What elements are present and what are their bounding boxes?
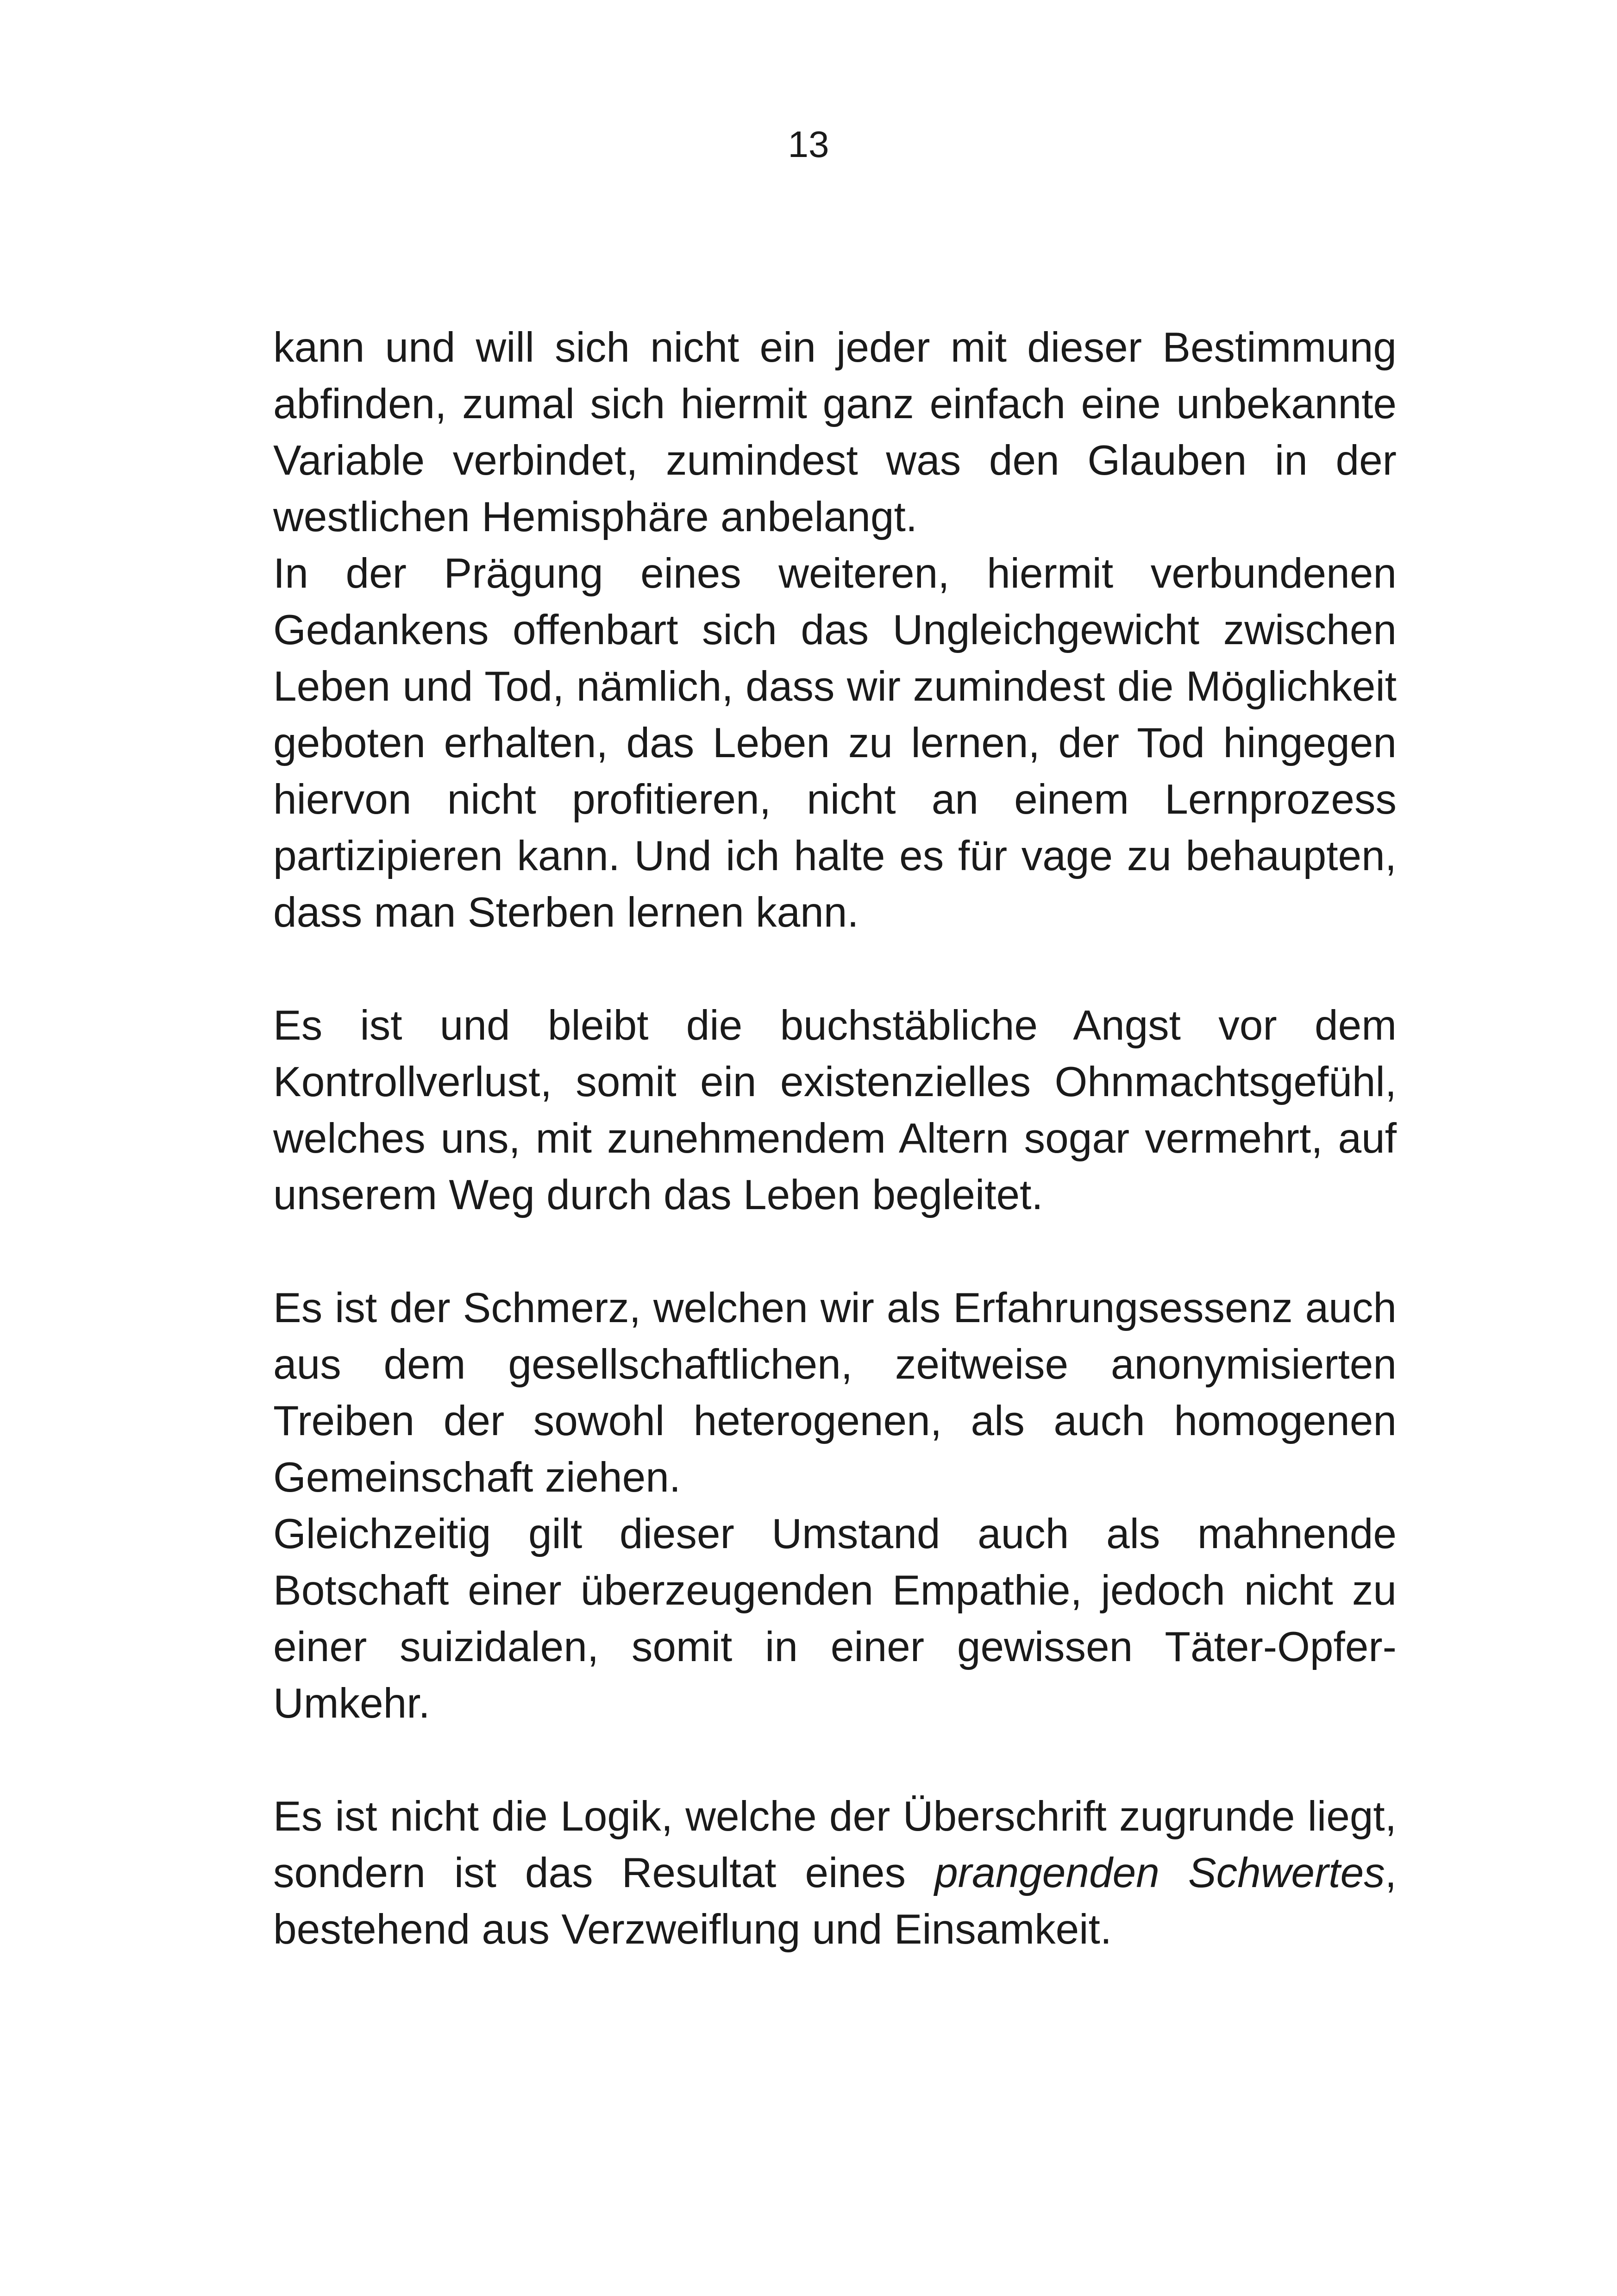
paragraph-6-italic-phrase: prangenden Schwertes <box>934 1850 1385 1896</box>
body-text <box>273 320 1397 1958</box>
paragraph-6-text-after: , bestehend aus Verzweiflung und Einsamkeit. <box>273 1850 1397 1953</box>
paragraph-6 <box>273 1788 1397 1958</box>
page-number: 13 <box>788 124 829 165</box>
paragraph-6-text-before: Es ist nicht die Logik, welche der Überschrift zugrunde liegt, sondern ist das Resultat eines <box>273 1793 1397 1896</box>
paragraph-4: Es ist der Schmerz, welchen wir als Erfahrungsessenz auch aus dem gesellschaftlichen, zeitweise anonymisierten Treiben der sowohl heterogenen, als auch homogenen Gemeinschaft ziehen. <box>273 1285 1397 1501</box>
paragraph-5: Gleichzeitig gilt dieser Umstand auch als mahnende Botschaft einer überzeugenden Empathie, jedoch nicht zu einer suizidalen, somit in einer gewissen Täter-Opfer-Umkehr. <box>273 1511 1397 1727</box>
paragraph-1: kann und will sich nicht ein jeder mit dieser Bestimmung abfinden, zumal sich hiermit ganz einfach eine unbekannte Variable verbindet, zumindest was den Glauben in der westlichen Hemisphäre anbelangt. <box>273 324 1397 540</box>
paragraph-2: In der Prägung eines weiteren, hiermit verbundenen Gedankens offenbart sich das Ungleichgewicht zwischen Leben und Tod, nämlich, dass wir zumindest die Möglichkeit geboten erhalten, das Leben zu lernen, der Tod hingegen hiervon nicht profitieren, nicht an einem Lernprozess partizipieren kann. Und ich halte es für vage zu behaupten, dass man Sterben lernen kann. <box>273 550 1397 936</box>
paragraph-3: Es ist und bleibt die buchstäbliche Angst vor dem Kontrollverlust, somit ein existenzielles Ohnmachtsgefühl, welches uns, mit zunehmendem Altern sogar vermehrt, auf unserem Weg durch das Leben begleitet. <box>273 1002 1397 1218</box>
